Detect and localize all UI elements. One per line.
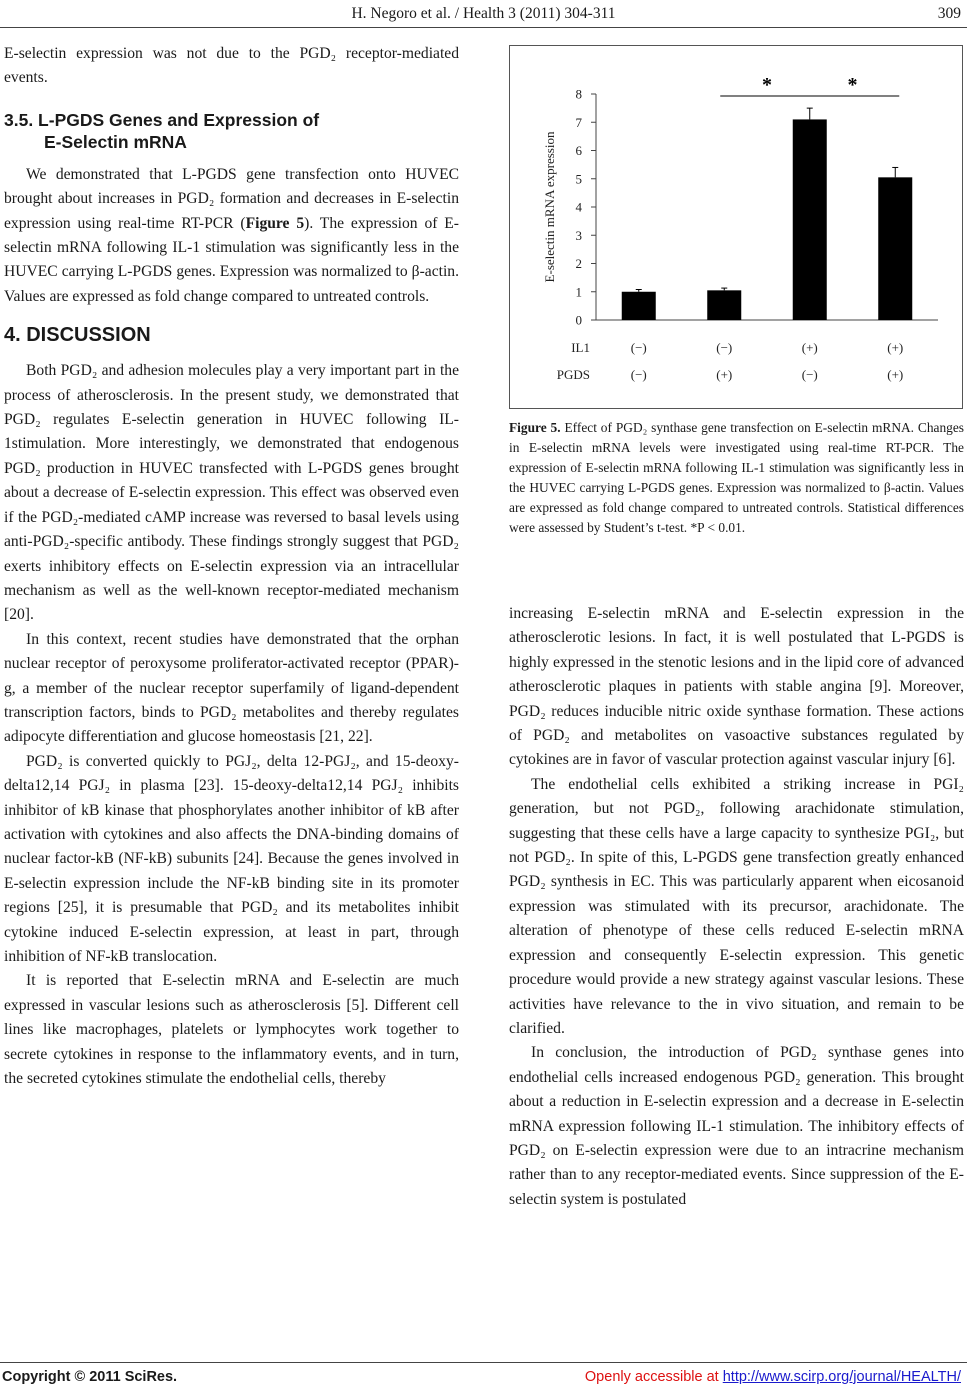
discussion-paragraph-1: Both PGD₂ and adhesion molecules play a very important part in the process of atherosclerosis. In the present study, we demonstrated that PGD₂ regulates E-selectin generation in HUVEC following IL-1stimulation. More interestingly, we demonstrated that endogenous PGD₂ production in HUVEC transfected with L-PGDS genes brought about a decrease of E-selectin expression. This effect was observed even if the PGD₂-mediated cAMP increase was reversed to basal levels using anti-PGD₂-specific antibody. These findings strongly suggest that PGD₂ exerts inhibitory effects on E-selectin expression via an intracellular mechanism as well as the well-known receptor-mediated mechanism [20]. bbox=[4, 362, 459, 624]
category-label: (−) bbox=[630, 340, 647, 355]
discussion-paragraph-3: PGD₂ is converted quickly to PGJ₂, delta 12-PGJ₂, and 15-deoxy-delta12,14 PGJ₂ in plasma [23]. 15-deoxy-delta12,14 PGJ₂ inhibits inhibitor of kB kinase that phosphorylates another inhibitor of kB after activation with cytokines and also affects the DNA-binding domains of nuclear factor-kB (NF-kB) subunits [24]. Because the genes involved in E-selectin expression include the NF-kB binding site in its promoter regions [25], it is presumable that PGD₂ and its metabolites inhibit cytokine induced E-selectin expression, at least in part, through inhibition of NF-kB translocation. bbox=[4, 752, 459, 965]
row-label: IL1 bbox=[571, 340, 590, 355]
bars bbox=[622, 108, 913, 320]
category-label: (+) bbox=[887, 367, 904, 382]
significance-label: * bbox=[762, 74, 772, 96]
figure-5-chart bbox=[509, 45, 963, 409]
significance-label: * bbox=[847, 74, 858, 96]
category-label: (−) bbox=[716, 340, 733, 355]
row-label: PGDS bbox=[556, 367, 590, 382]
discussion-paragraph-2: In this context, recent studies have demonstrated that the orphan nuclear receptor of peroxysome proliferator-activated receptor (PPAR)-g, a member of the nuclear receptor superfamily of ligand-dependent transcription factors, binds to PGD₂ metabolites and thereby regulates adipocyte differentiation and glucose homeostasis [21, 22]. bbox=[4, 630, 459, 746]
y-tick-label: 6 bbox=[575, 143, 582, 158]
bar-chart-svg bbox=[510, 46, 964, 410]
caption-text: Effect of PGD₂ synthase gene transfection on E-selectin mRNA. Changes in E-selectin mRNA levels were investigated using real-time RT-PCR. The expression of E-selectin mRNA following IL-1 stimulation was significantly less in the HUVEC carrying L-PGDS genes. Expression was normalized to β-actin. Values are expressed as fold change compared to untreated controls. Statistical differences were assessed by Student’s t-test. *P < 0.01. bbox=[509, 420, 965, 535]
bar bbox=[707, 290, 741, 320]
para-text: ). The expression of E-selectin mRNA following IL-1 stimulation was significantly less in the HUVEC carrying L-PGDS genes. Expression was normalized to β-actin. Values are expressed as fold change compared to untreated controls. bbox=[4, 214, 459, 305]
bar bbox=[878, 177, 912, 320]
section-4-heading: 4. DISCUSSION bbox=[4, 324, 151, 347]
y-tick-label: 1 bbox=[575, 284, 582, 300]
para-text: We demonstrated that L-PGDS gene transfection onto HUVEC brought about increases in PGD₂ formation and decreases in E-selectin expression using real-time RT-PCR ( bbox=[4, 165, 459, 232]
y-tick-label: 5 bbox=[575, 171, 582, 187]
category-label: (+) bbox=[887, 340, 904, 355]
discussion-paragraph-4: It is reported that E-selectin mRNA and E-selectin are much expressed in vascular lesions such as atherosclerosis [5]. Different cell lines like macrophages, platelets or lymphocytes work together to secrete cytokines in response to the inflammatory events, and in turn, the secreted cytokines stimulate the endothelial cells, thereby bbox=[4, 972, 459, 1088]
access-notice bbox=[585, 1369, 961, 1385]
bar bbox=[793, 119, 827, 320]
left-column bbox=[4, 42, 459, 1091]
right-paragraph-2: The endothelial cells exhibited a striking increase in PGI₂ generation, but not PGD₂, following arachidonate stimulation, suggesting that these cells have a large capacity to synthesize PGI₂, but not PGD₂. In spite of this, L-PGDS gene transfection greatly enhanced PGD₂ synthesis in EC. This was particularly apparent when eicosanoid expression was stimulated with its precursor, arachidonate. The alteration of phenotype of these cells reduced E-selectin mRNA expression and consequently E-selectin expression. This genetic procedure would provide a new strategy against vascular lesions. These activities have relevance to the in vivo situation, and remain to be clarified. bbox=[509, 775, 964, 1037]
y-tick-label: 2 bbox=[575, 256, 582, 271]
y-tick-label: 3 bbox=[575, 227, 582, 243]
category-label: (+) bbox=[801, 340, 818, 355]
y-tick-label: 4 bbox=[575, 199, 582, 215]
copyright: Copyright © 2011 SciRes. bbox=[2, 1369, 178, 1385]
access-text: Openly accessible at bbox=[584, 1369, 723, 1385]
category-label: (−) bbox=[801, 367, 818, 382]
page-footer bbox=[0, 1362, 967, 1389]
category-label: (−) bbox=[630, 367, 647, 382]
category-rows bbox=[557, 340, 904, 382]
significance-markers bbox=[720, 74, 899, 96]
intro-paragraph: E-selectin expression was not due to the PGD₂ receptor-mediated events. bbox=[4, 45, 459, 87]
y-tick-label: 8 bbox=[575, 86, 582, 102]
section-3-5-heading-line2: E-Selectin mRNA bbox=[44, 131, 187, 152]
figure-5-reference: Figure 5 bbox=[245, 214, 305, 232]
y-tick-label: 7 bbox=[575, 114, 582, 130]
bar bbox=[622, 292, 656, 320]
figure-5-caption bbox=[509, 418, 964, 538]
category-label: (+) bbox=[716, 367, 733, 382]
section-3-5-heading bbox=[4, 109, 459, 153]
y-tick-label: 0 bbox=[575, 312, 582, 328]
y-axis-label: E-selectin mRNA expression bbox=[542, 131, 557, 283]
section-3-5-heading-line1: 3.5. L-PGDS Genes and Expression of bbox=[4, 109, 320, 130]
journal-link[interactable]: http://www.scirp.org/journal/HEALTH/ bbox=[722, 1369, 961, 1385]
right-column bbox=[509, 602, 964, 1212]
section-3-5-paragraph bbox=[4, 163, 459, 309]
right-paragraph-3: In conclusion, the introduction of PGD₂ synthase genes into endothelial cells increased endogenous PGD₂ generation. This brought about a reduction in E-selectin expression and a decrease in E-selectin mRNA expression following IL-1 stimulation. The inhibitory effects of PGD₂ on E-selectin expression were due to an intracrine mechanism rather than to any receptor-mediated events. Since suppression of the E-selectin system is postulated bbox=[509, 1044, 964, 1208]
running-header bbox=[0, 0, 967, 28]
header-title: H. Negoro et al. / Health 3 (2011) 304-311 bbox=[351, 5, 616, 22]
caption-label: Figure 5. bbox=[509, 420, 561, 435]
right-paragraph-1: increasing E-selectin mRNA and E-selectin expression in the atherosclerotic lesions. In fact, it is well postulated that L-PGDS is highly expressed in the stenotic lesions and in the lipid core of advanced atherosclerotic plaques in patients with stable angina [9]. Moreover, PGD₂ reduces inducible nitric oxide synthase formation. These actions of PGD₂ and metabolites on vasoactive substances regulated by cytokines are in favor of vascular protection against vascular injury [6]. bbox=[509, 605, 964, 769]
page-number: 309 bbox=[937, 5, 961, 22]
